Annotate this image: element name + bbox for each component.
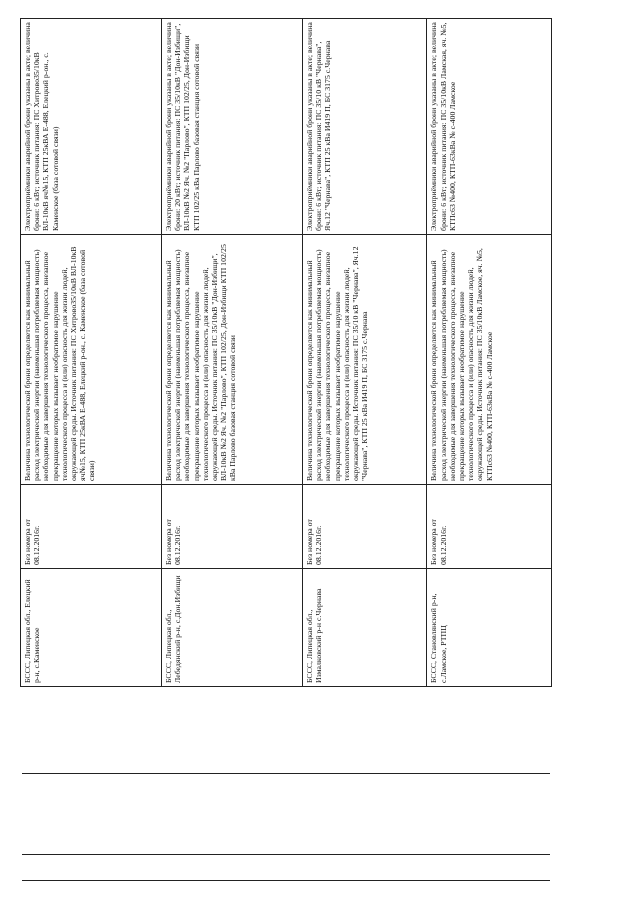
table-row (303, 19, 427, 687)
rotated-table-block (20, 19, 552, 687)
table-row (427, 19, 552, 687)
cell-location: БССС, Липецкая обл., Елецкий р-н, с.Каменское (21, 569, 162, 687)
cell-emergency-reserve: Электроприёмники аварийной брони указаны в акте; величина брони: 6 кВт; источник питания: ПС 35/10 кВ "Чернава", Яч.12 "Чернава", КТП 25 кВа И419 П, БС 3175 с.Чернава (303, 19, 427, 235)
cell-emergency-reserve: Электроприёмники аварийной брони указаны в акте; величина брони: 6 кВт; источник питания: ПС 35/10кВ Ламская, яч. №5, КТПс63 №400, КТП-63кВа № с-400 Ламское (427, 19, 552, 235)
table-row (21, 19, 162, 687)
cell-location: БССС, Становлянский р-н, с.Ламское, РТПЦ (427, 569, 552, 687)
cell-document: Без номера от 08.12.2016г. (303, 485, 427, 569)
cell-document: Без номера от 08.12.2016г. (162, 485, 303, 569)
cell-location: БССС, Липецкая обл., Лебедянский р-н, с.Дон.Избищи (162, 569, 303, 687)
cell-technological-reserve: Величина технологической брони определяется как минимальный расход электрической энергии (наименьшая потребляемая мощность) необходимые для завершения технологического процесса, внезапное прекращение которых вызывает необратимое нарушение технологического процесса и (или) опасность для жизни людей, окружающей среды. Источник питания: ПС Хитрово35/10кВ ВЛ-10кВ яч№15, КТП 25кВА Е-488, Елецкий р-он., с. Каменское (база сотовой связи) (21, 235, 162, 485)
cell-technological-reserve: Величина технологической брони определяется как минимальный расход электрической энергии (наименьшая потребляемая мощность) необходимые для завершения технологического процесса, внезапное прекращение которых вызывает необратимое нарушение технологического процесса и (или) опасность для жизни людей, окружающей среды. Источник питания: ПС 35/10 кВ "Чернава", Яч.12 "Чернава", КТП 25 кВа И419 П, БС 3175 с.Чернава (303, 235, 427, 485)
cell-emergency-reserve: Электроприёмники аварийной брони указаны в акте; величина брони: 20 кВт; источник питания: ПС 35/10кВ "Дон-Избищи", ВЛ-10кВ №2 Яч. №2 "Парлово", КТП 102/25, Дон-Избищи КТП 102/25 кВа Парлово базовая станция сотовой связи (162, 19, 303, 235)
cell-technological-reserve: Величина технологической брони определяется как минимальный расход электрической энергии (наименьшая потребляемая мощность) необходимые для завершения технологического процесса, внезапное прекращение которых вызывает необратимое нарушение технологического процесса и (или) опасность для жизни людей, окружающей среды. Источник питания: ПС 35/10кВ "Дон-Избищи", ВЛ-10кВ №2 Яч. №2 "Парлово", КТП 102/25, Дон-Избищи КТП 102/25 кВа Парлово базовая станция сотовой связи (162, 235, 303, 485)
divider-line (22, 880, 550, 881)
cell-emergency-reserve: Электроприёмники аварийной брони указаны в акте; величина брони: 6 кВт; источник питания: ПС Хитрово35/10кВ ВЛ-10кВ яч№15, КТП 25кВА Е-488, Елецкий р-он., с. Каменское (база сотовой связи) (21, 19, 162, 235)
table-row (162, 19, 303, 687)
cell-location: БССС, Липецкая обл., Измалковский р-н с.Чернава (303, 569, 427, 687)
divider-line (22, 773, 550, 774)
cell-document: Без номера от 08.12.2016г. (21, 485, 162, 569)
divider-line (22, 854, 550, 855)
cell-technological-reserve: Величина технологической брони определяется как минимальный расход электрической энергии (наименьшая потребляемая мощность) необходимые для завершения технологического процесса, внезапное прекращение которых вызывает необратимое нарушение технологического процесса и (или) опасность для жизни людей, окружающей среды. Источник питания: ПС 35/10кВ Ламское, яч. №5, КТПс63 №400, КТП-63кВа № с-400 Ламское (427, 235, 552, 485)
reservation-table (20, 18, 552, 687)
cell-document: Без номера от 08.12.2016г. (427, 485, 552, 569)
